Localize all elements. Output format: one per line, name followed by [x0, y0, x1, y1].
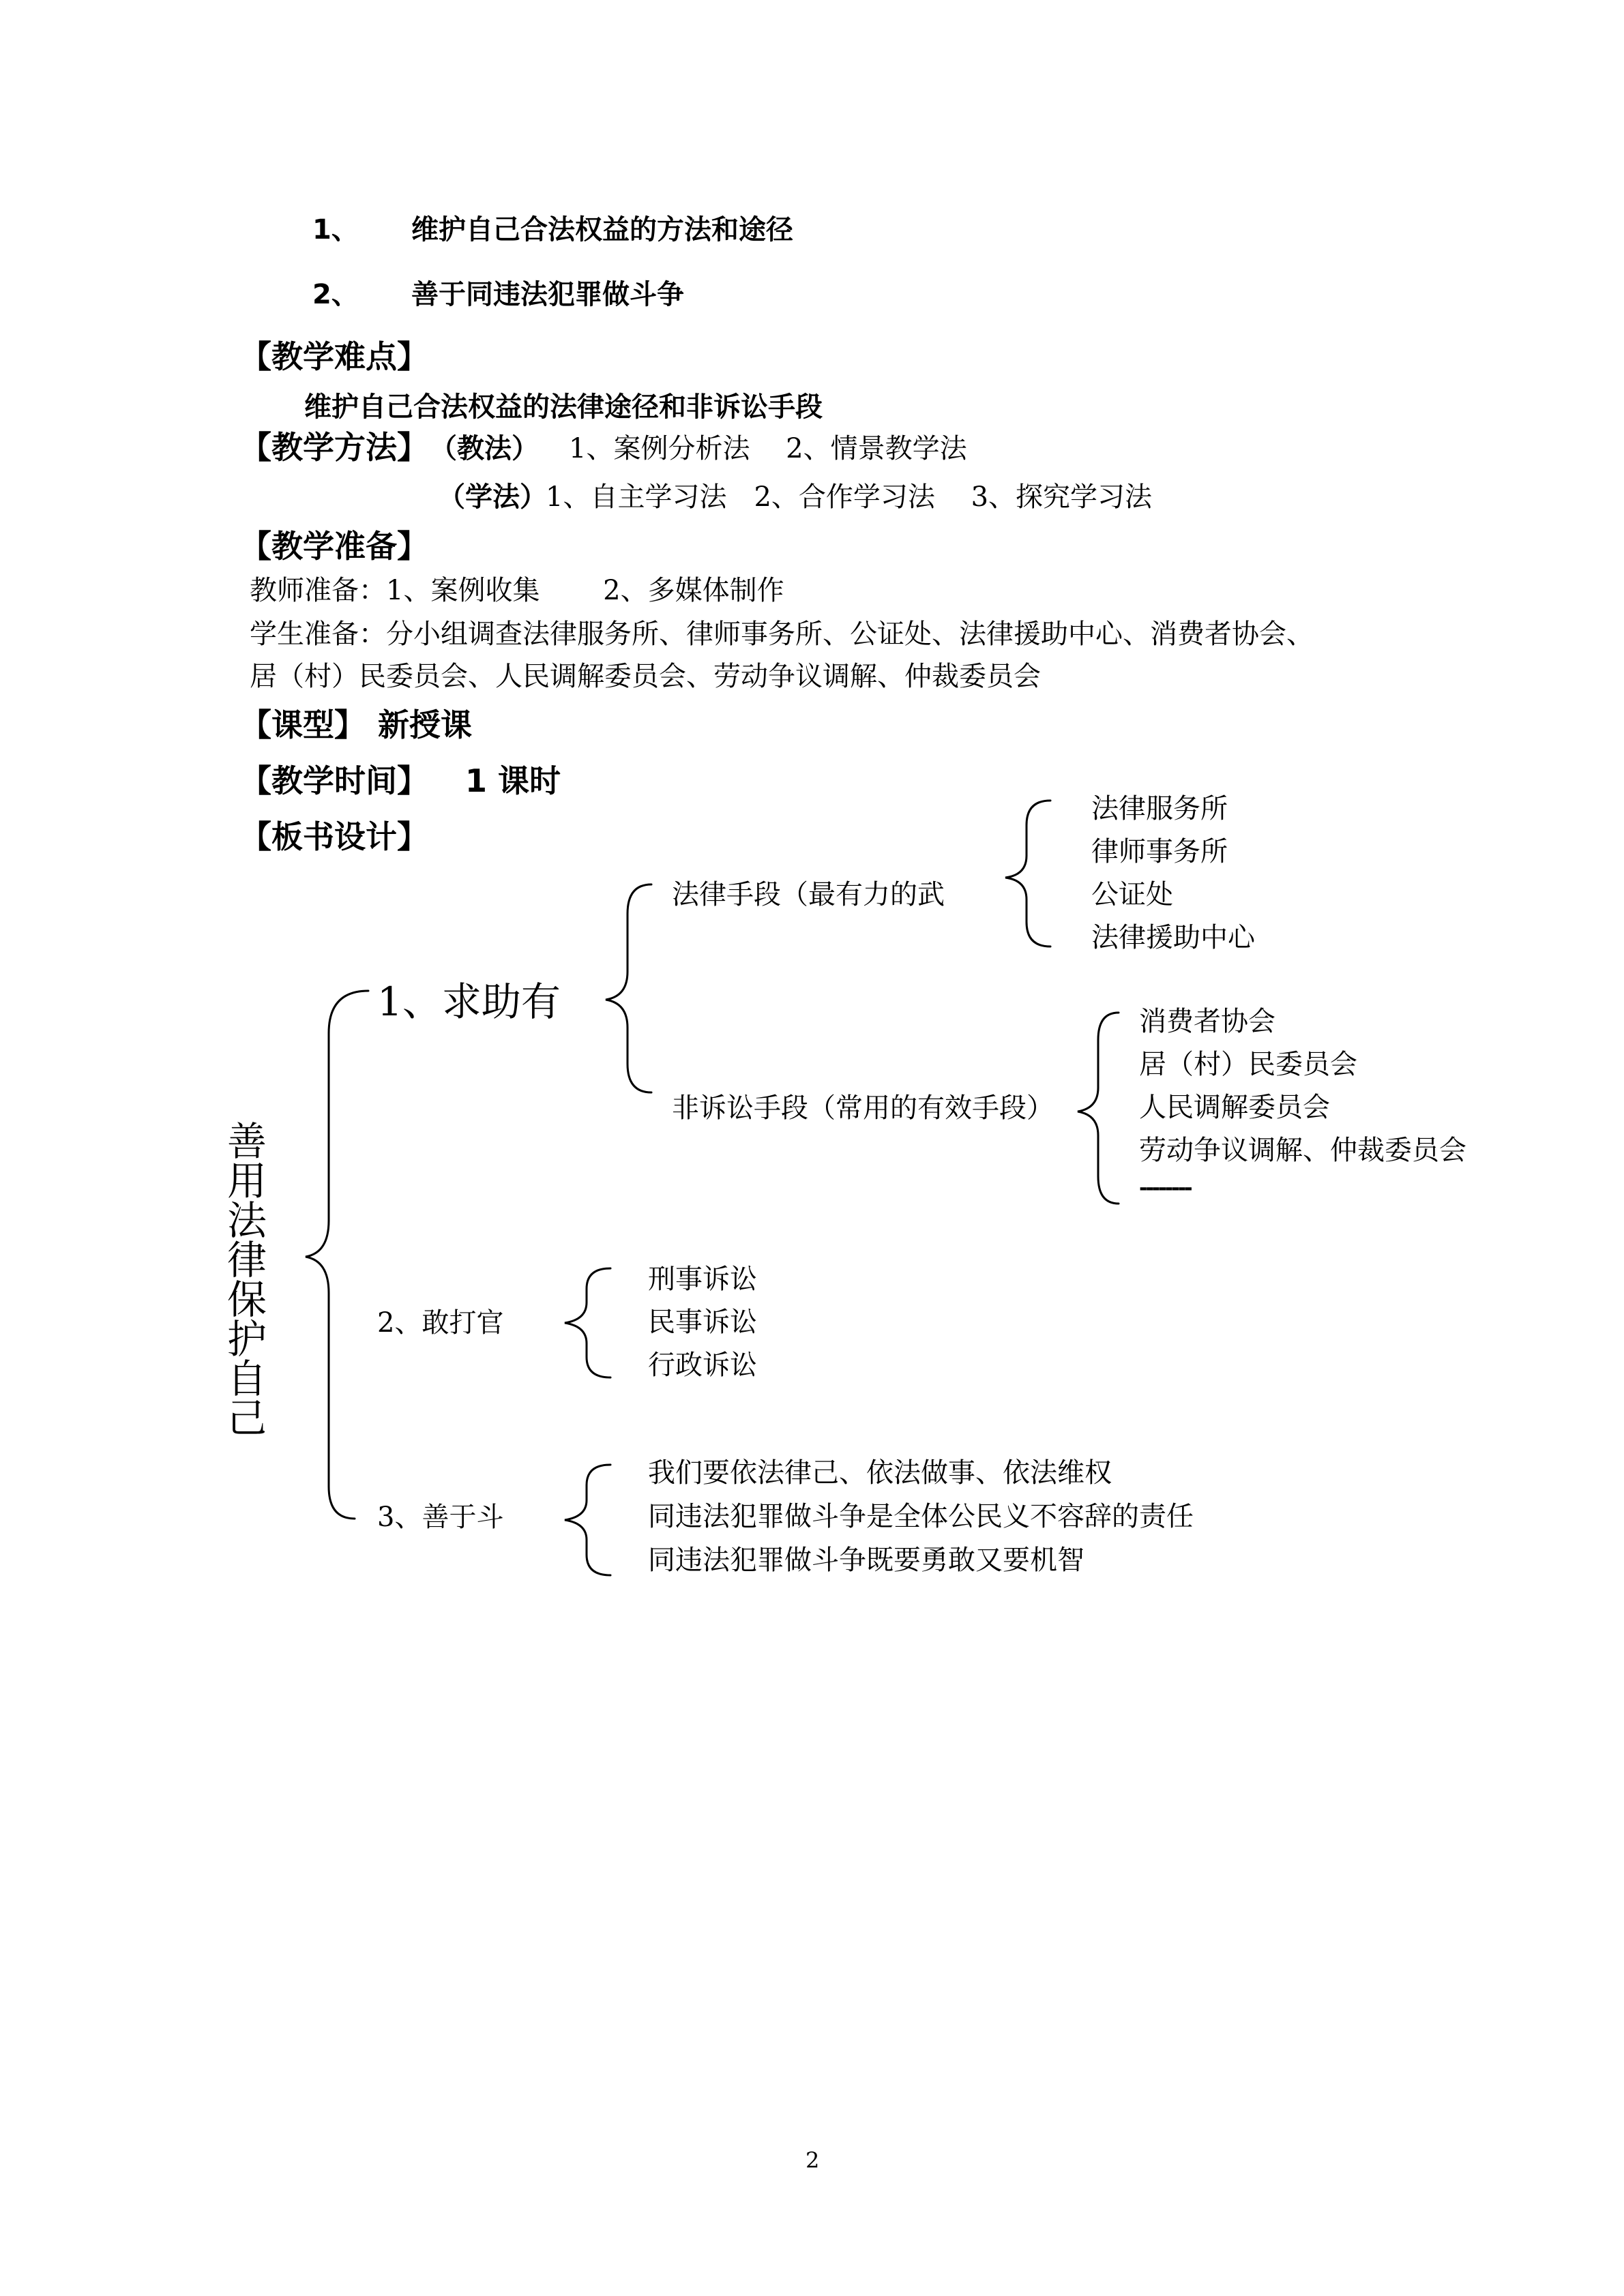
- teacher-preparation: 教师准备：1、案例收集 2、多媒体制作: [250, 575, 784, 606]
- lesson-time-value: 1 课时: [465, 762, 561, 799]
- struggle-item: 我们要依法律己、依法做事、依法维权: [648, 1457, 1112, 1489]
- nonlitigation-item: 人民调解委员会: [1139, 1092, 1330, 1123]
- lesson-time-heading: 【教学时间】: [240, 762, 428, 799]
- branch1-brace: [606, 884, 651, 1092]
- lesson-type-heading: 【课型】: [240, 706, 366, 743]
- struggle-item: 同违法犯罪做斗争是全体公民义不容辞的责任: [648, 1501, 1194, 1532]
- key-point-2-number: 2、: [312, 279, 359, 310]
- difficulty-heading: 【教学难点】: [240, 338, 428, 375]
- board-root-title: 善用法律保护自己: [220, 1120, 267, 1437]
- preparation-heading: 【教学准备】: [240, 528, 428, 565]
- board-design-heading: 【板书设计】: [240, 818, 428, 855]
- nonlitigation-brace: [1078, 1013, 1119, 1204]
- nonlitigation-label: 非诉讼手段（常用的有效手段）: [672, 1092, 1054, 1124]
- struggle-item: 同违法犯罪做斗争既要勇敢又要机智: [648, 1545, 1084, 1576]
- lawsuit-item: 行政诉讼: [648, 1350, 757, 1381]
- legal-item: 法律服务所: [1091, 793, 1228, 824]
- branch1-label: 1、求助有: [377, 979, 561, 1025]
- methods-heading: 【教学方法】: [240, 429, 428, 466]
- nonlitigation-item: 劳动争议调解、仲裁委员会: [1139, 1135, 1466, 1166]
- legal-item: 法律援助中心: [1091, 922, 1255, 953]
- teach-method-label: （教法）: [430, 433, 539, 464]
- legal-means-label: 法律手段（最有力的武: [672, 879, 945, 910]
- difficulty-text: 维护自己合法权益的法律途径和非诉讼手段: [304, 391, 823, 423]
- branch3-brace: [565, 1465, 610, 1575]
- student-preparation-line2: 居（村）民委员会、人民调解委员会、劳动争议调解、仲裁委员会: [250, 661, 1041, 692]
- nonlitigation-item: 居（村）民委员会: [1139, 1049, 1357, 1080]
- nonlitigation-item: 消费者协会: [1139, 1006, 1275, 1037]
- lawsuit-item: 刑事诉讼: [648, 1264, 757, 1295]
- root-brace: [306, 991, 368, 1519]
- lesson-type-value: 新授课: [378, 706, 472, 743]
- branch2-label: 2、敢打官: [377, 1307, 504, 1339]
- lawsuit-item: 民事诉讼: [648, 1307, 757, 1338]
- learn-method-items: 1、自主学习法 2、合作学习法 3、探究学习法: [546, 481, 1153, 513]
- key-point-1-text: 维护自己合法权益的方法和途径: [411, 214, 793, 245]
- teach-method-items: 1、案例分析法 2、情景教学法: [569, 433, 967, 464]
- student-preparation-line1: 学生准备：分小组调查法律服务所、律师事务所、公证处、法律援助中心、消费者协会、: [250, 618, 1314, 650]
- legal-brace: [1005, 801, 1050, 946]
- legal-item: 律师事务所: [1091, 836, 1228, 867]
- page-number: 2: [806, 2147, 820, 2173]
- key-point-2-text: 善于同违法犯罪做斗争: [411, 279, 684, 310]
- learn-method-label: （学法）: [438, 481, 547, 513]
- nonlitigation-item: --------: [1139, 1176, 1191, 1200]
- branch3-label: 3、善于斗: [377, 1502, 504, 1533]
- legal-item: 公证处: [1091, 879, 1173, 910]
- branch2-brace: [565, 1268, 610, 1377]
- key-point-1-number: 1、: [312, 214, 359, 245]
